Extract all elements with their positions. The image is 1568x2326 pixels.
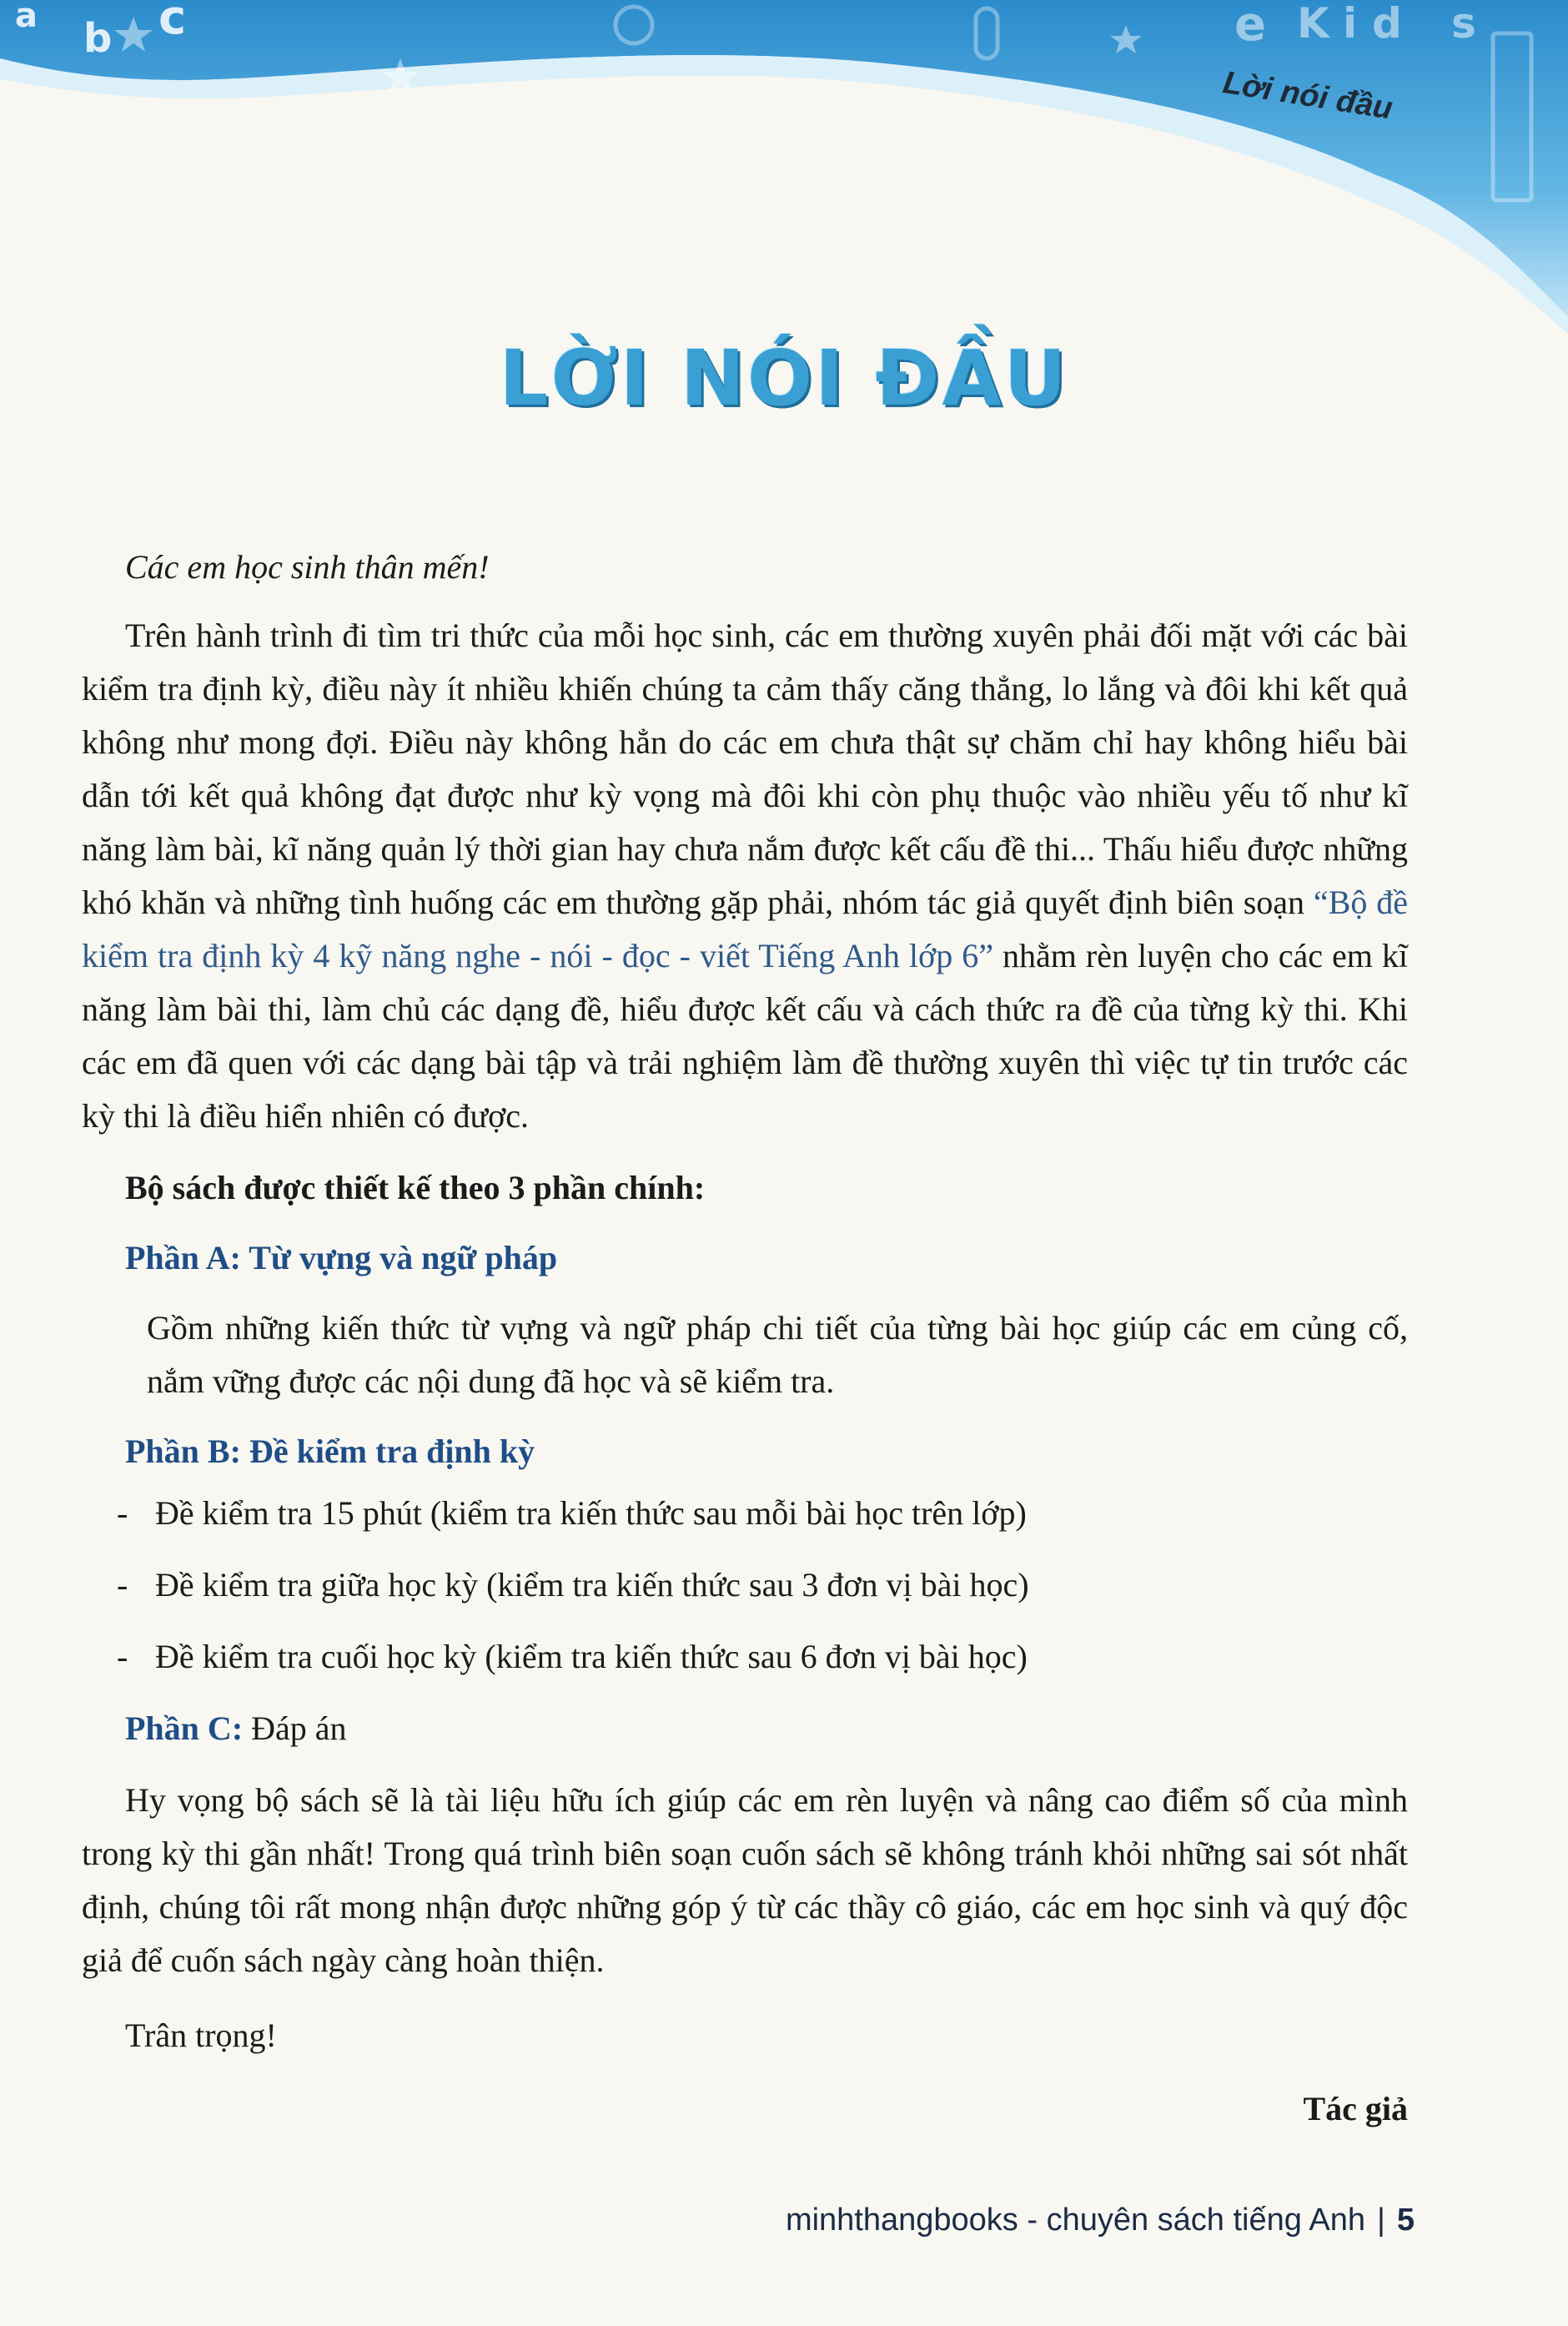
deco-letter-a: a [15, 0, 38, 35]
structure-heading: Bộ sách được thiết kế theo 3 phần chính: [125, 1169, 706, 1206]
header-wave-banner [0, 0, 1568, 350]
dash-bullet: - [117, 1494, 128, 1532]
deco-letter-d: d [1372, 0, 1402, 48]
preface-content [82, 541, 1408, 2136]
list-item [82, 1630, 1408, 1684]
footer-separator: | [1376, 2203, 1385, 2238]
deco-letter-k: K [1297, 0, 1329, 48]
part-c-text: Đáp án [243, 1709, 347, 1747]
list-item [82, 1558, 1408, 1612]
book-title-quote: “Bộ đề kiểm tra định kỳ 4 kỹ năng nghe - nói - đọc - viết Tiếng Anh lớp 6” [82, 884, 1408, 974]
regards: Trân trọng! [125, 2016, 277, 2054]
part-a-title: Phần A: Từ vựng và ngữ pháp [125, 1239, 558, 1276]
deco-letter-c: c [158, 0, 187, 45]
intro-text-end: nhằm rèn luyện cho các em kĩ năng làm bài thi, làm chủ các dạng đề, hiểu được kết cấu và cách thức ra đề của từng kỳ thi. Khi các em đã quen với các dạng bài tập và trải nghiệm làm đề thường xuyên thì việc tự tin trước các kỳ thi là điều hiển nhiên có được. [82, 937, 1408, 1135]
list-item [82, 1487, 1408, 1540]
intro-text-start: Trên hành trình đi tìm tri thức của mỗi học sinh, các em thường xuyên phải đối mặt với các bài kiểm tra định kỳ, điều này ít nhiều khiến chúng ta cảm thấy căng thẳng, lo lắng và đôi khi kết quả không như mong đợi. Điều này không hẳn do các em chưa thật sự chăm chỉ hay không hiểu bài dẫn tới kết quả không đạt được như kỳ vọng mà đôi khi còn phụ thuộc vào nhiều yếu tố như kĩ năng làm bài, kĩ năng quản lý thời gian hay chưa nắm được kết cấu đề thi... Thấu hiểu được những khó khăn và những tình huống các em thường gặp phải, nhóm tác giả quyết định biên soạn [82, 617, 1408, 921]
part-c-label: Phần C: [125, 1709, 244, 1747]
closing-paragraph: Hy vọng bộ sách sẽ là tài liệu hữu ích giúp các em rèn luyện và nâng cao điểm số của mình trong kỳ thi gần nhất! Trong quá trình biên soạn cuốn sách sẽ không tránh khỏi những sai sót nhất định, chúng tôi rất mong nhận được những góp ý từ các thầy cô giáo, các em học sinh và quý độc giả để cuốn sách ngày càng hoàn thiện. [82, 1781, 1408, 1979]
list-item-text: Đề kiểm tra 15 phút (kiểm tra kiến thức sau mỗi bài học trên lớp) [155, 1494, 1027, 1532]
page-title: LỜI NÓI ĐẦU [499, 334, 1069, 423]
deco-letter-b: b [83, 15, 113, 62]
publisher-text: minhthangbooks - chuyên sách tiếng Anh [785, 2203, 1365, 2238]
greeting: Các em học sinh thân mến! [125, 548, 490, 586]
section-label: Lời nói đầu [1220, 65, 1395, 127]
page-number: 5 [1396, 2203, 1415, 2238]
list-item-text: Đề kiểm tra cuối học kỳ (kiểm tra kiến thức sau 6 đơn vị bài học) [155, 1638, 1028, 1675]
dash-bullet: - [117, 1566, 128, 1604]
author-signature: Tác giả [1303, 2090, 1408, 2127]
dash-bullet: - [117, 1638, 128, 1675]
list-item-text: Đề kiểm tra giữa học kỳ (kiểm tra kiến thức sau 3 đơn vị bài học) [155, 1566, 1029, 1604]
intro-paragraph [82, 609, 1408, 1143]
deco-letter-i: i [1343, 0, 1358, 48]
part-b-list [82, 1487, 1408, 1684]
part-a-description: Gồm những kiến thức từ vựng và ngữ pháp chi tiết của từng bài học giúp các em củng cố, nắm vững được các nội dung đã học và sẽ kiểm tra. [147, 1309, 1408, 1400]
deco-letter-e: e [1234, 0, 1266, 52]
part-c-line [125, 1702, 1408, 1755]
deco-letter-s: s [1451, 0, 1476, 48]
part-b-title: Phần B: Đề kiểm tra định kỳ [125, 1432, 535, 1470]
page-footer [786, 2203, 1415, 2238]
